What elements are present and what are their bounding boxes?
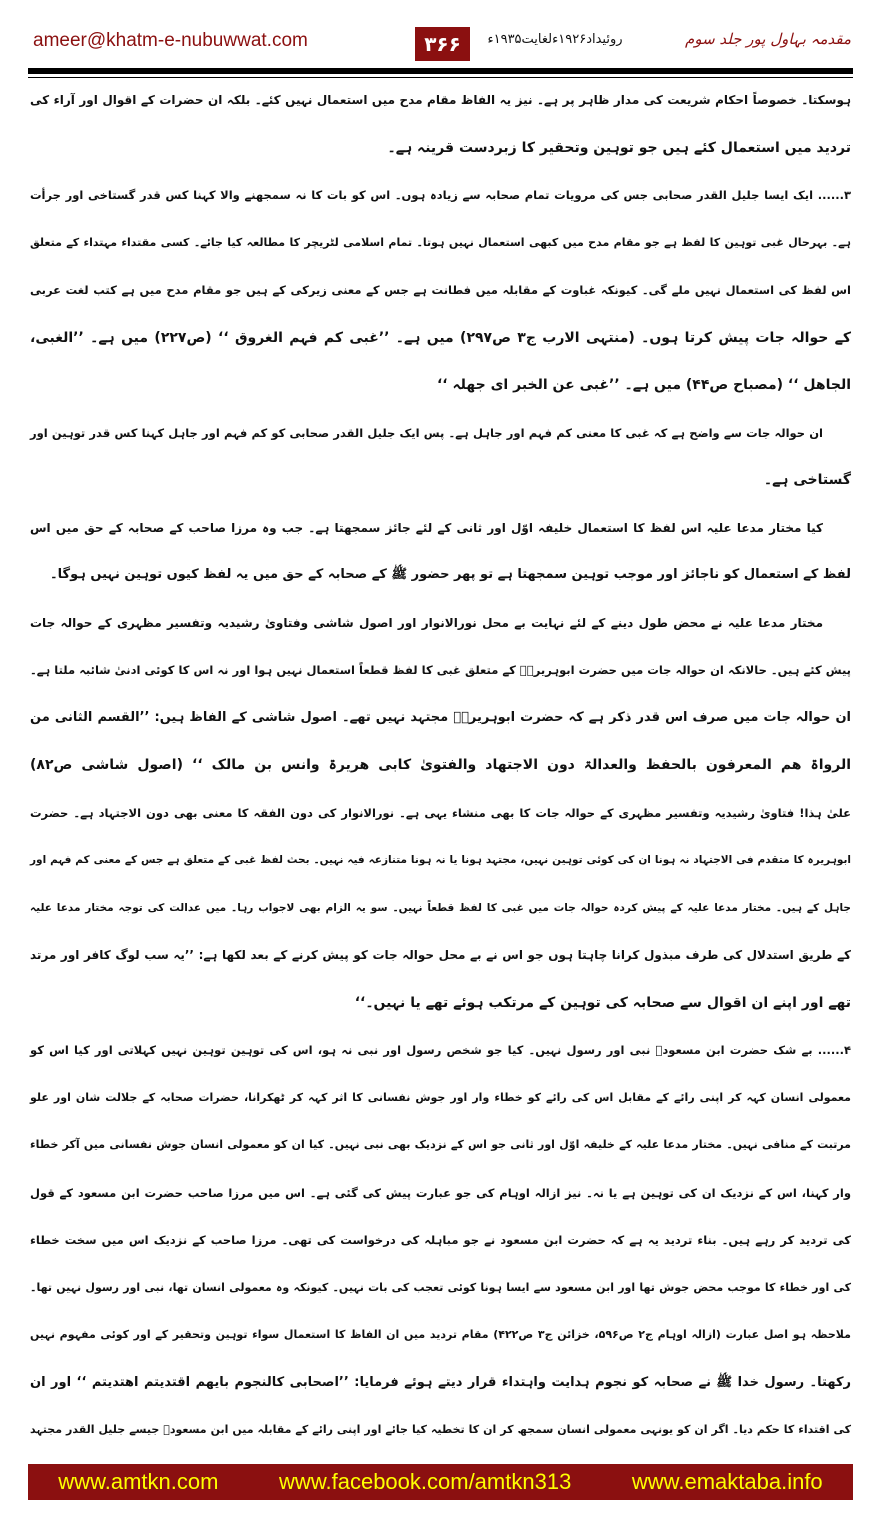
text-line: ۳...... ایک ایسا جلیل القدر صحابی جس کی مرویات تمام صحابہ سے زیادہ ہوں۔ اس کو بات کا نہ سمجھنے والا کہنا کس قدر گستاخی اور جرأت <box>30 188 851 202</box>
text-line: کی تردید کر رہے ہیں۔ بناء تردید یہ ہے کہ حضرت ابن مسعود نے جو مباہلہ کی درخواست کی تھی۔ مرزا صاحب کے نزدیک اس میں سخت خطاء <box>30 1233 851 1247</box>
text-line: لفظ کے استعمال کو ناجائز اور موجب توہین سمجھتا ہے تو پھر حضور ﷺ کے صحابہ کے حق میں یہ لفظ کیوں توہین نہیں ہوگا۔ <box>50 567 851 582</box>
footer-link-amtkn[interactable]: www.amtkn.com <box>58 1469 219 1494</box>
header-rule-thin <box>28 77 853 78</box>
text-line: اس لفظ کی استعمال نہیں ملے گی۔ کیونکہ غباوت کے مقابلہ میں فطانت ہے جس کے معنی زیرکی کے ہیں جو مقام مدح میں ہے کتب لغت عربی <box>30 283 851 297</box>
text-line: وار کہنا، اس کے نزدیک ان کی توہین ہے یا نہ۔ نیز ازالہ اوہام کی جو عبارت پیش کی گئی ہے۔ اس میں مرزا صاحب حضرت ابن مسعود کے قول <box>30 1185 851 1200</box>
text-line: تھے اور اپنے ان اقوال سے صحابہ کی توہین کے مرتکب ہوئے تھے یا نہیں۔‘‘ <box>354 994 851 1011</box>
text-line: رکھتا۔ رسول خدا ﷺ نے صحابہ کو نجوم ہدایت واہتداء قرار دیتے ہوئے فرمایا: ’’اصحابی کالنجوم بایھم اقتدیتم اھتدیتم ‘‘ اور ان <box>30 1374 851 1390</box>
page-number: ۳۶۶ <box>415 27 470 61</box>
text-line: معمولی انسان کہہ کر اپنی رائے کے مقابل اس کی رائے کو خطاء وار اور جوش نفسانی کا اثر کہہ کر ٹھکرانا، حضرات صحابہ کے جلالت شان اور علو <box>30 1090 851 1104</box>
book-title: مقدمہ بہاول پور جلد سوم <box>685 30 851 48</box>
text-line: پیش کئے ہیں۔ حالانکہ ان حوالہ جات میں حضرت ابوہریرہؓ کے متعلق غبی کا لفظ قطعاً استعمال نہیں ہوا اور نہ اس کا کوئی ادنیٰ شائبہ ملتا ہے۔ <box>30 663 851 677</box>
text-line: مرتبت کے منافی نہیں۔ مختار مدعا علیہ کے خلیفہ اوّل اور ثانی جو اس کے نزدیک بھی نبی نہیں۔ کیا ان کو معمولی انسان جوش نفسانی میں آکر خطاء <box>30 1138 851 1151</box>
header-rule-thick <box>28 68 853 74</box>
text-line: کے طریق استدلال کی طرف مبذول کرانا چاہتا ہوں جو اس نے بے محل حوالہ جات کو پیش کرنے کے بعد لکھا ہے: ’’یہ سب لوگ کافر اور مرتد <box>30 948 851 962</box>
text-line: گستاخی ہے۔ <box>763 472 851 488</box>
text-line: مختار مدعا علیہ نے محض طول دینے کے لئے نہایت بے محل نورالانوار اور اصول شاشی وفتاویٰ رشیدیہ وتفسیر مظہری کے حوالہ جات <box>30 615 823 630</box>
text-line: ملاحظہ ہو اصل عبارت (ازالہ اوہام ج۲ ص۵۹۶، خزائن ج۳ ص۴۲۲) مقام تردید میں ان الفاظ کا استعمال سواء توہین وتحقیر کے اور کوئی مفہوم نہیں <box>30 1328 851 1341</box>
text-line: کیا مختار مدعا علیہ اس لفظ کا استعمال خلیفہ اوّل اور ثانی کے لئے جائز سمجھتا ہے۔ جب وہ مرزا صاحب کے صحابہ کے حق میں اس <box>30 520 823 535</box>
text-line: ابوہریرہ کا متقدم فی الاجتہاد نہ ہونا ان کی کوئی توہین نہیں، مجتہد ہونا یا نہ ہونا متنازعہ فیہ نہیں۔ بحث لفظ غبی کے متعلق ہے جس کے معنی کم فہم اور <box>30 854 851 866</box>
text-line: جاہل کے ہیں۔ مختار مدعا علیہ کے پیش کردہ حوالہ جات میں غبی کا لفظ قطعاً نہیں۔ سو یہ الزام بھی لاجواب رہا۔ میں عدالت کی توجہ مختار مدعا علیہ <box>30 901 851 914</box>
footer-bar <box>28 1464 853 1500</box>
text-line: تردید میں استعمال کئے ہیں جو توہین وتحقیر کا زبردست قرینہ ہے۔ <box>387 139 851 156</box>
text-line: علیٰ ہذا! فتاویٰ رشیدیہ وتفسیر مظہری کے حوالہ جات کا بھی منشاء یہی ہے۔ نورالانوار کی دون الفقہ کا معنی بھی دون الاجتہاد ہے۔ حضرت <box>30 805 851 820</box>
text-line: ہے۔ بہرحال غبی توہین کا لفظ ہے جو مقام مدح میں کبھی استعمال نہیں ہوتا۔ تمام اسلامی لٹریچر کا مطالعہ کیا جائے۔ کسی مقتداء مہتداء کے متعلق <box>30 235 851 249</box>
footer-link-facebook[interactable]: www.facebook.com/amtkn313 <box>279 1469 572 1494</box>
text-line: ۴...... بے شک حضرت ابن مسعودؓ نبی اور رسول نہیں۔ کیا جو شخص رسول اور نبی نہ ہو، اس کی توہین توہین نہیں کہلاتی اور کیا اس کو <box>30 1043 851 1057</box>
text-line: کی اور خطاء کا موجب محض جوش تھا اور ابن مسعود سے ایسا ہونا کوئی تعجب کی بات نہیں۔ کیونکہ وہ معمولی انسان تھا، نبی اور رسول نہیں تھا۔ <box>30 1280 851 1294</box>
header-email: ameer@khatm-e-nubuwwat.com <box>33 30 308 51</box>
text-line: الرواۃ ھم المعرفون بالحفظ والعدالۃ دون الاجتھاد والفتویٰ کابی ھریرۃ وانس بن مالک ‘‘ (اصول شاشی ص۸۲) <box>30 757 851 773</box>
text-line: الجاھل ‘‘ (مصباح ص۴۴) میں ہے۔ ’’غبی عن الخبر ای جھلہ ‘‘ <box>436 377 851 393</box>
text-line: کی اقتداء کا حکم دیا۔ اگر ان کو یونہی معمولی انسان سمجھ کر ان کا تخطیہ کیا جائے اور اپنی رائے کے مقابلہ میں ابن مسعودؓ جیسے جلیل القدر مجتہد <box>30 1423 851 1436</box>
header-subtitle: روئیداد۱۹۲۶ءلغایت۱۹۳۵ء <box>487 32 623 47</box>
text-line: ان حوالہ جات میں صرف اس قدر ذکر ہے کہ حضرت ابوہریرہؓ مجتہد نہیں تھے۔ اصول شاشی کے الفاظ ہیں: ’’القسم الثانی من <box>30 709 851 725</box>
text-line: ان حوالہ جات سے واضح ہے کہ غبی کا معنی کم فہم اور جاہل ہے۔ پس ایک جلیل القدر صحابی کو کم فہم اور جاہل کہنا کس قدر توہین اور <box>30 425 823 440</box>
footer-link-emaktaba[interactable]: www.emaktaba.info <box>631 1469 823 1494</box>
text-line: کے حوالہ جات پیش کرتا ہوں۔ (منتہی الارب ج۳ ص۲۹۷) میں ہے۔ ’’غبی کم فہم الغروق ‘‘ (ص۲۲۷) میں ہے۔ ’’الغبی، <box>30 329 851 346</box>
text-line: ہوسکتا۔ خصوصاً احکام شریعت کی مدار ظاہر پر ہے۔ نیز یہ الفاظ مقام مدح میں استعمال نہیں کئے۔ بلکہ ان حضرات کے اقوال اور آراء کی <box>30 93 851 107</box>
